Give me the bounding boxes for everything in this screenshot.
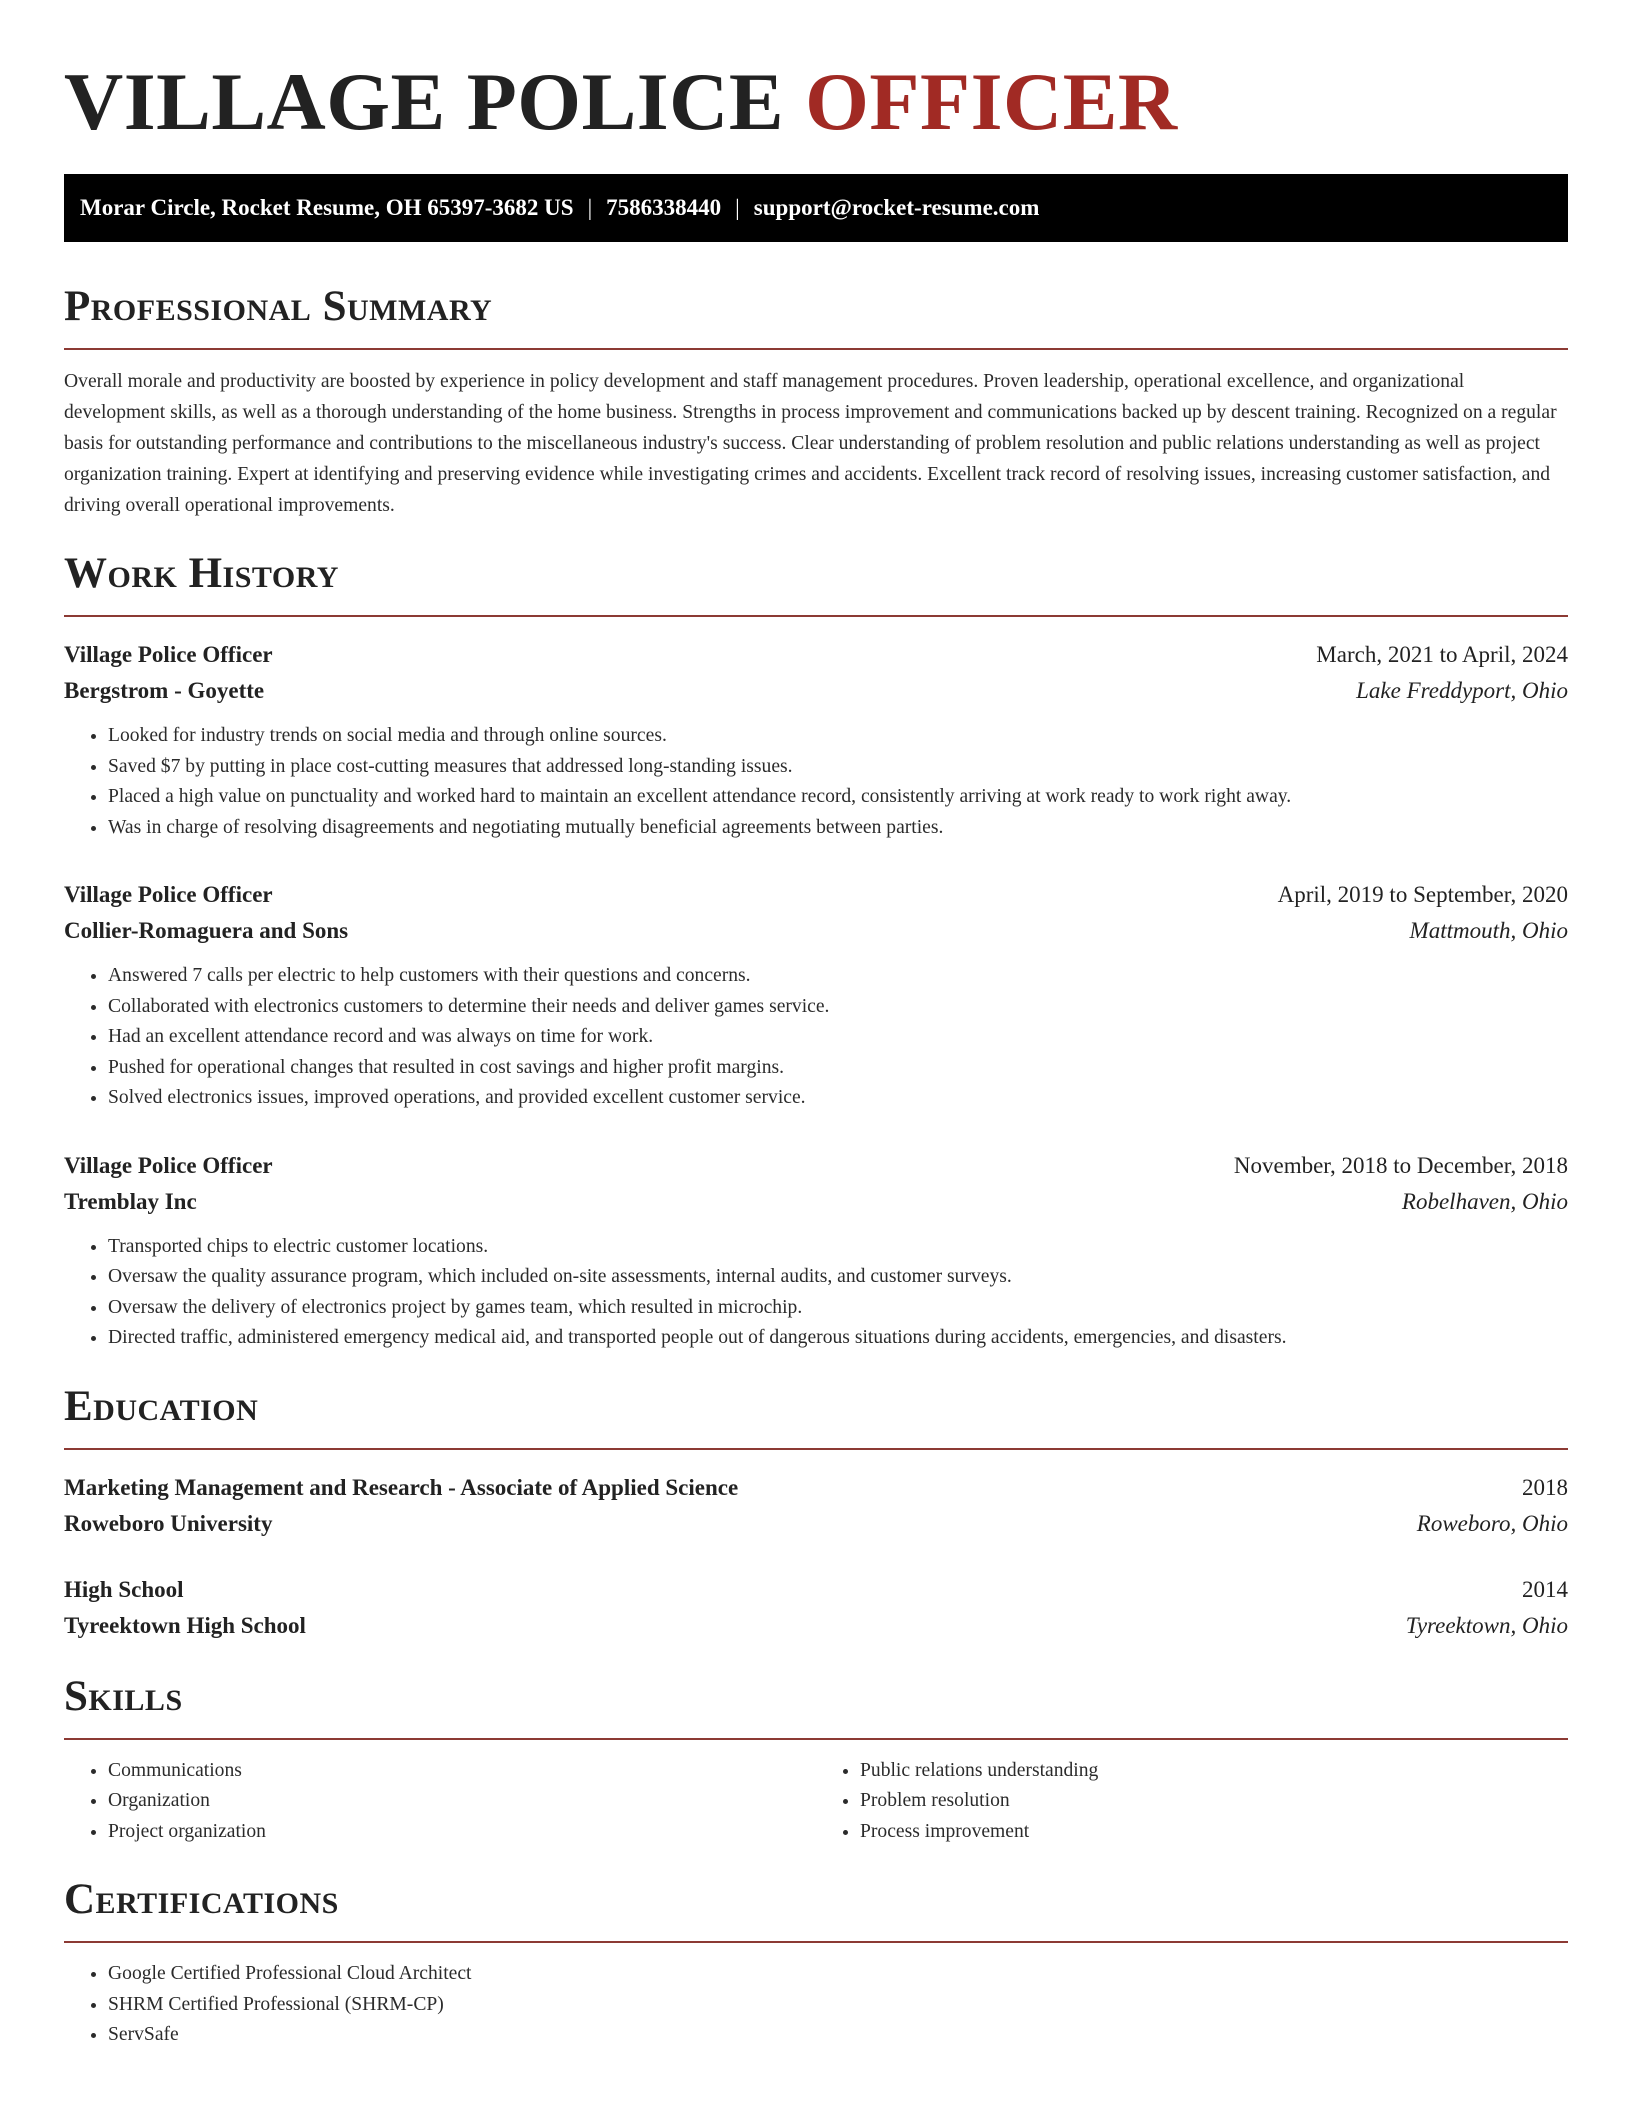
jobs-list (64, 637, 1568, 1354)
job-entry (64, 1148, 1568, 1354)
skill-item: • Communications (108, 1756, 816, 1787)
contact-address: Morar Circle, Rocket Resume, OH 65397-3682 US (80, 195, 574, 220)
contact-bar (64, 174, 1568, 242)
certification-item: • Google Certified Professional Cloud Architect (108, 1959, 1568, 1990)
job-bullet: • Was in charge of resolving disagreements and negotiating mutually beneficial agreements between parties. (108, 813, 1568, 844)
job-header-row (64, 877, 1568, 913)
job-title: Village Police Officer (64, 1152, 273, 1178)
job-bullet: • Oversaw the delivery of electronics project by games team, which resulted in microchip. (108, 1293, 1568, 1324)
job-bullets (64, 1232, 1568, 1354)
skills-list-right (816, 1756, 1568, 1848)
contact-phone: 7586338440 (606, 195, 722, 220)
job-location: Mattmouth, Ohio (1409, 918, 1568, 943)
skill-item: • Problem resolution (860, 1786, 1568, 1817)
certification-item: • ServSafe (108, 2020, 1568, 2051)
education-degree: Marketing Management and Research - Associate of Applied Science (64, 1474, 739, 1500)
job-company: Bergstrom - Goyette (64, 678, 265, 703)
title-accent: OFFICER (805, 56, 1178, 147)
section-divider (64, 348, 1568, 350)
job-bullet: • Solved electronics issues, improved operations, and provided excellent customer service. (108, 1083, 1568, 1114)
education-school: Tyreektown High School (64, 1612, 306, 1638)
education-entry (64, 1572, 1568, 1644)
job-bullets (64, 721, 1568, 843)
section-heading-education: Education (64, 1382, 259, 1430)
job-title: Village Police Officer (64, 882, 273, 907)
job-entry (64, 637, 1568, 843)
section-divider (64, 1941, 1568, 1943)
contact-separator: | (587, 195, 593, 220)
education-header-row (64, 1470, 1568, 1506)
job-dates: March, 2021 to April, 2024 (1316, 642, 1568, 667)
job-company: Tremblay Inc (64, 1188, 197, 1214)
job-company-row (64, 673, 1568, 709)
job-bullet: • Directed traffic, administered emergency medical aid, and transported people out of dangerous situations during accidents, emergencies, and disasters. (108, 1323, 1568, 1354)
certifications-section (64, 1875, 1568, 2051)
section-divider (64, 615, 1568, 617)
section-heading-skills: Skills (64, 1672, 183, 1720)
job-header-row (64, 637, 1568, 673)
certifications-list (64, 1959, 1568, 2051)
job-dates: November, 2018 to December, 2018 (1233, 1152, 1568, 1178)
education-degree: High School (64, 1576, 184, 1602)
certification-item: • SHRM Certified Professional (SHRM-CP) (108, 1990, 1568, 2021)
job-bullet: • Transported chips to electric customer locations. (108, 1232, 1568, 1263)
title-main: VILLAGE POLICE (64, 56, 806, 147)
job-company: Collier-Romaguera and Sons (64, 918, 349, 943)
job-dates: April, 2019 to September, 2020 (1277, 882, 1568, 907)
education-year: 2018 (1522, 1474, 1568, 1500)
work-history-section (64, 549, 1568, 1354)
resume-title (64, 52, 1568, 152)
skills-list-left (64, 1756, 816, 1848)
skills-columns (64, 1756, 1568, 1848)
job-bullet: • Placed a high value on punctuality and worked hard to maintain an excellent attendance record, consistently arriving at work ready to work right away. (108, 782, 1568, 813)
section-heading-summary: Professional Summary (64, 283, 493, 330)
contact-separator: | (735, 195, 740, 220)
job-bullet: • Saved $7 by putting in place cost-cutting measures that addressed long-standing issues. (108, 752, 1568, 783)
education-section (64, 1382, 1568, 1644)
contact-email[interactable]: support@rocket-resume.com (753, 195, 1040, 220)
education-school: Roweboro University (64, 1510, 273, 1536)
job-location: Lake Freddyport, Ohio (1356, 678, 1568, 703)
job-company-row (64, 1184, 1568, 1220)
education-school-row (64, 1506, 1568, 1542)
education-list (64, 1470, 1568, 1644)
section-divider (64, 1448, 1568, 1450)
job-bullet: • Had an excellent attendance record and was always on time for work. (108, 1022, 1568, 1053)
job-bullet: • Pushed for operational changes that resulted in cost savings and higher profit margins. (108, 1053, 1568, 1084)
job-company-row (64, 913, 1568, 949)
job-bullet: • Looked for industry trends on social media and through online sources. (108, 721, 1568, 752)
job-bullet: • Answered 7 calls per electric to help customers with their questions and concerns. (108, 961, 1568, 992)
skill-item: • Organization (108, 1786, 816, 1817)
job-entry (64, 877, 1568, 1114)
job-bullet: • Collaborated with electronics customers to determine their needs and deliver games service. (108, 992, 1568, 1023)
section-heading-certifications: Certifications (64, 1876, 339, 1923)
education-school-row (64, 1608, 1568, 1644)
education-header-row (64, 1572, 1568, 1608)
summary-section (64, 282, 1568, 521)
section-divider (64, 1738, 1568, 1740)
job-header-row (64, 1148, 1568, 1184)
skill-item: • Process improvement (860, 1817, 1568, 1848)
summary-text: Overall morale and productivity are boosted by experience in policy development and staff management procedures. Proven leadership, operational excellence, and organizational development skills, as well as a thorough understanding of the home business. Strengths in process improvement and communications backed up by descent training. Recognized on a regular basis for outstanding performance and contributions to the miscellaneous industry's success. Clear understanding of problem resolution and public relations understanding as well as project organization training. Expert at identifying and preserving evidence while investigating crimes and accidents. Excellent track record of resolving issues, increasing customer satisfaction, and driving overall operational improvements. (64, 371, 1557, 516)
section-heading-work: Work History (64, 550, 339, 597)
skills-section (64, 1672, 1568, 1848)
education-location: Tyreektown, Ohio (1405, 1612, 1568, 1638)
job-location: Robelhaven, Ohio (1401, 1188, 1568, 1214)
job-title: Village Police Officer (64, 642, 273, 667)
education-entry (64, 1470, 1568, 1542)
education-year: 2014 (1522, 1576, 1568, 1602)
skill-item: • Project organization (108, 1817, 816, 1848)
job-bullets (64, 961, 1568, 1114)
education-location: Roweboro, Ohio (1416, 1510, 1568, 1536)
skill-item: • Public relations understanding (860, 1756, 1568, 1787)
job-bullet: • Oversaw the quality assurance program, which included on-site assessments, internal audits, and customer surveys. (108, 1262, 1568, 1293)
